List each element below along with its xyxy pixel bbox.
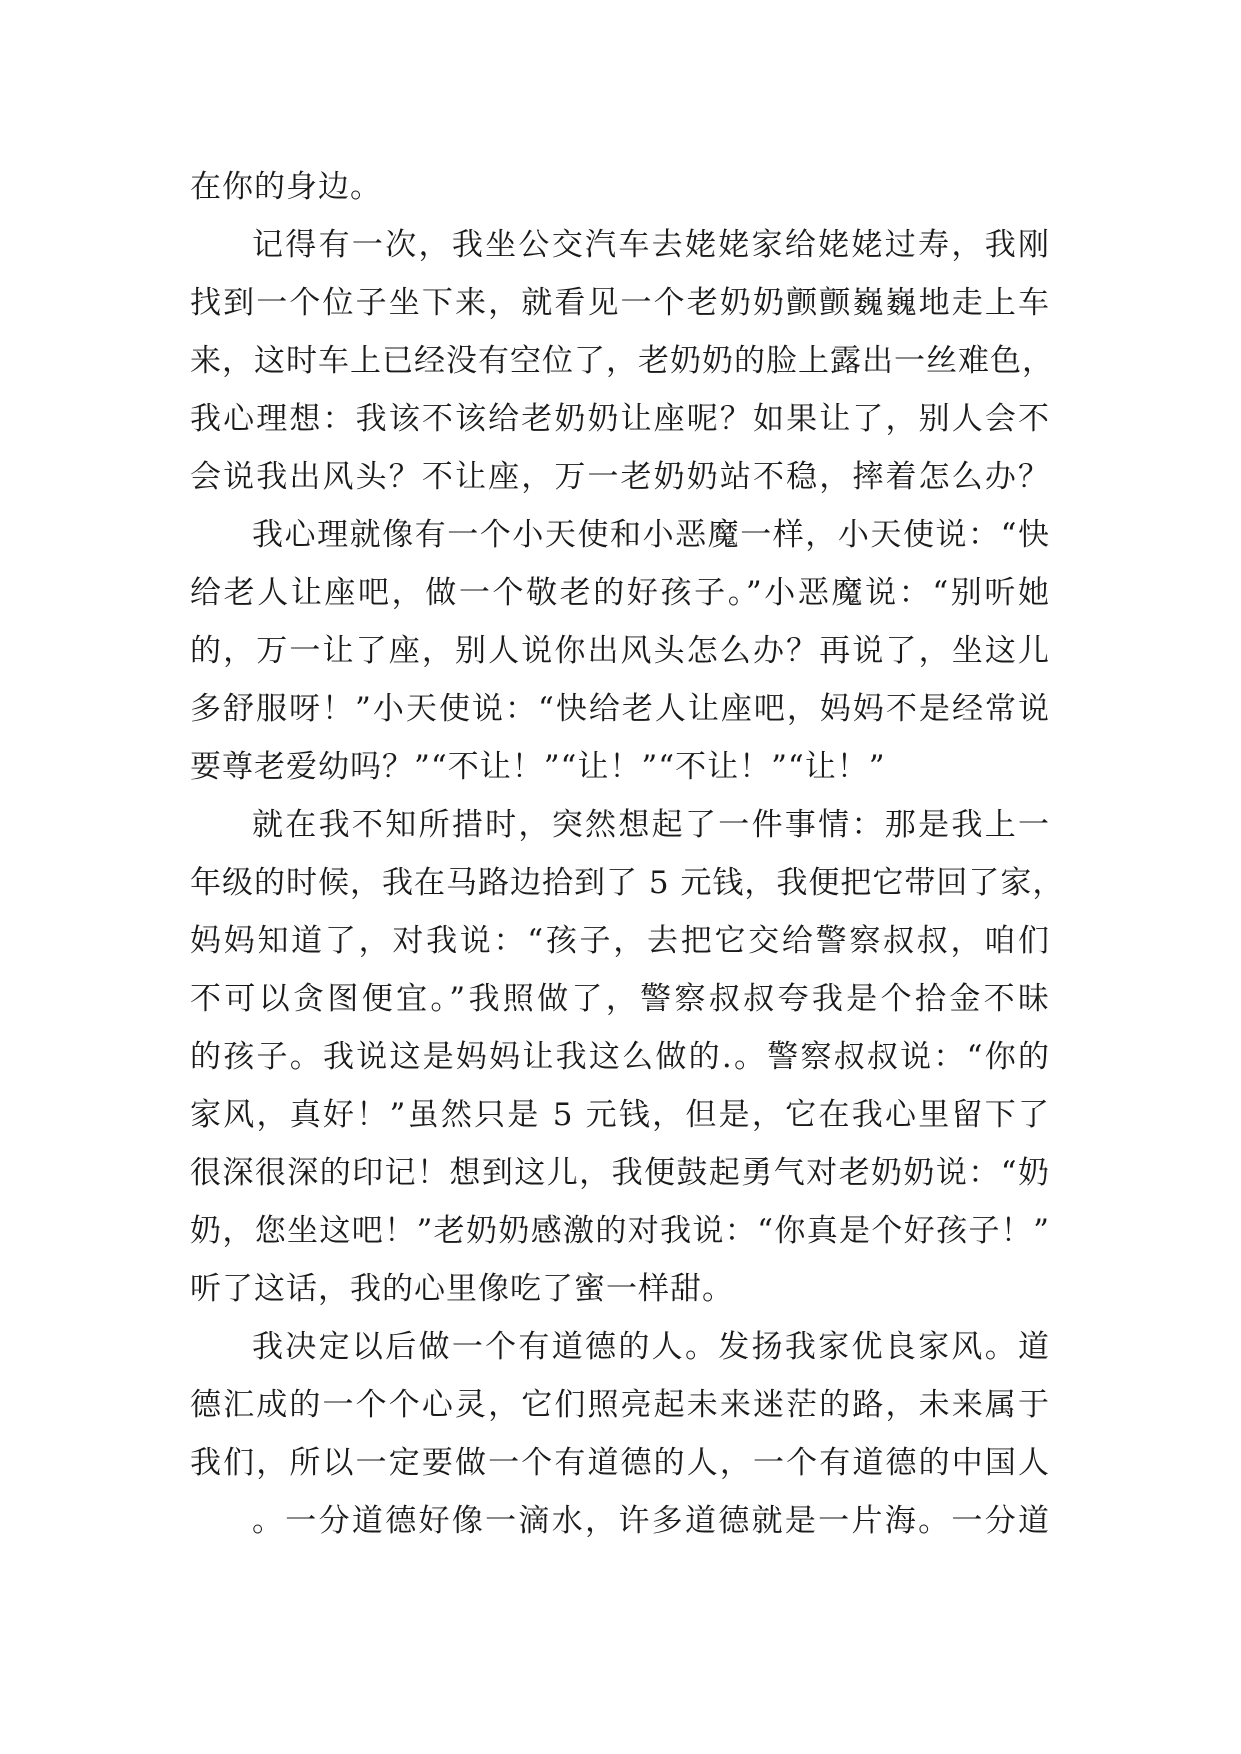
text-line: 听了这话，我的心里像吃了蜜一样甜。	[190, 1271, 734, 1307]
text-line: 年级的时候，我在马路边拾到了 5 元钱，我便把它带回了家，	[190, 865, 1065, 901]
text-line: 给老人让座吧，做一个敬老的好孩子。”小恶魔说：“别听她	[190, 575, 1050, 611]
text-line: 妈妈知道了，对我说：“孩子，去把它交给警察叔叔，咱们	[190, 923, 1050, 959]
text-line: 奶，您坐这吧！”老奶奶感激的对我说：“你真是个好孩子！”	[190, 1213, 1050, 1249]
text-line: 记得有一次，我坐公交汽车去姥姥家给姥姥过寿，我刚	[252, 227, 1050, 263]
text-line: 要尊老爱幼吗？”“不让！”“让！”“不让！”“让！”	[190, 749, 886, 785]
text-line: 我心理就像有一个小天使和小恶魔一样，小天使说：“快	[252, 517, 1050, 553]
text-line: 会说我出风头？不让座，万一老奶奶站不稳，摔着怎么办？	[190, 459, 1050, 495]
text-line: 找到一个位子坐下来，就看见一个老奶奶颤颤巍巍地走上车	[190, 285, 1050, 321]
text-line: 。一分道德好像一滴水，许多道德就是一片海。一分道	[252, 1503, 1050, 1539]
text-line: 在你的身边。	[190, 169, 382, 205]
text-line: 很深很深的印记！想到这儿，我便鼓起勇气对老奶奶说：“奶	[190, 1155, 1050, 1191]
text-line: 家风，真好！”虽然只是 5 元钱，但是，它在我心里留下了	[190, 1097, 1050, 1133]
text-line: 的孩子。我说这是妈妈让我这么做的.。警察叔叔说：“你的	[190, 1039, 1050, 1075]
text-line: 我们，所以一定要做一个有道德的人，一个有道德的中国人	[190, 1445, 1050, 1481]
text-line: 我决定以后做一个有道德的人。发扬我家优良家风。道	[252, 1329, 1050, 1365]
text-line: 不可以贪图便宜。”我照做了，警察叔叔夸我是个拾金不昧	[190, 981, 1050, 1017]
text-line: 来，这时车上已经没有空位了，老奶奶的脸上露出一丝难色，	[190, 343, 1054, 379]
text-line: 的，万一让了座，别人说你出风头怎么办？再说了，坐这儿	[190, 633, 1050, 669]
text-line: 德汇成的一个个心灵，它们照亮起未来迷茫的路，未来属于	[190, 1387, 1050, 1423]
text-line: 就在我不知所措时，突然想起了一件事情：那是我上一	[252, 807, 1050, 843]
text-line: 我心理想：我该不该给老奶奶让座呢？如果让了，别人会不	[190, 401, 1050, 437]
text-line: 多舒服呀！”小天使说：“快给老人让座吧，妈妈不是经常说	[190, 691, 1050, 727]
